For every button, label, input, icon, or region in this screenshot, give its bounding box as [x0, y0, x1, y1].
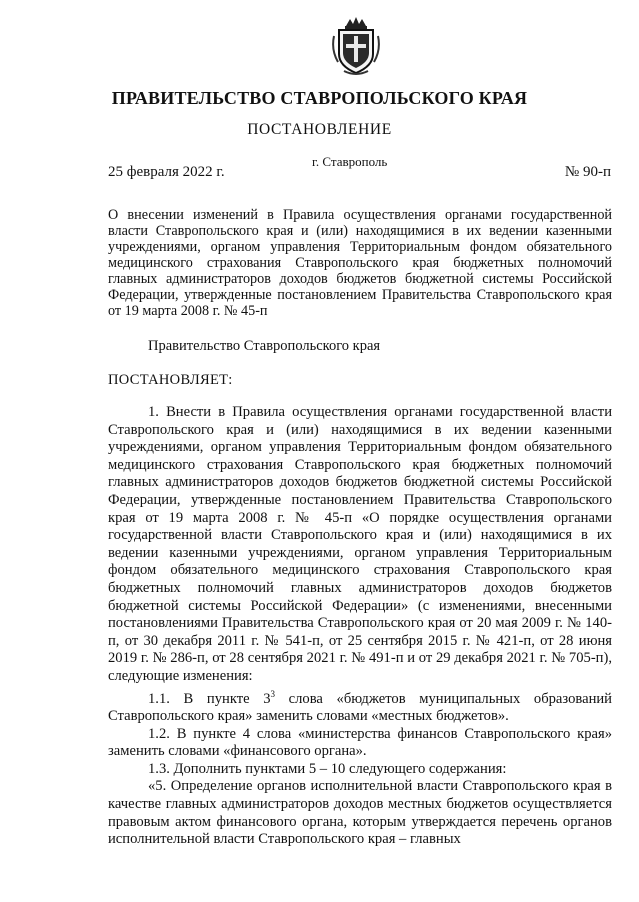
paragraph-1-3: 1.3. Дополнить пунктами 5 – 10 следующего содержания:	[148, 760, 507, 777]
document-title: О внесении изменений в Правила осуществления органами государственной власти Ставропольского края и (или) находящимися в их ведении казенными учреждениями, органом управления Территориальным фондом обязательного медицинского страхования Ставропольского края бюджетных полномочий главных администраторов доходов бюджетов бюджетной системы Российской Федерации, утвержденные постановлением Правительства Ставропольского края от 19 марта 2008 г. № 45-п	[108, 207, 612, 319]
document-body	[108, 404, 612, 849]
paragraph-1-1-superscript: 3	[270, 688, 276, 699]
paragraph-1-2: 1.2. В пункте 4 слова «министерства финансов Ставропольского края» заменить словами «финансового органа».	[108, 725, 612, 760]
paragraph-1-1-start: 1.1. В пункте 3	[148, 690, 271, 707]
paragraph-1-1	[108, 686, 612, 726]
stavropol-coat-of-arms-icon	[330, 16, 382, 76]
paragraph-5: «5. Определение органов исполнительной власти Ставропольского края в качестве главных администраторов доходов местных бюджетов осуществляется правовым актом финансового органа, которым утверждается перечень органов исполнительной власти Ставропольского края – главных	[108, 778, 612, 848]
document-number: № 90-п	[564, 164, 611, 180]
organization-title: ПРАВИТЕЛЬСТВО СТАВРОПОЛЬСКОГО КРАЯ	[111, 88, 528, 108]
paragraph-1: 1. Внести в Правила осуществления органами государственной власти Ставропольского края и (или) находящимися в их ведении казенными учреждениями, органом управления Территориальным фондом обязательного медицинского страхования Ставропольского края бюджетных полномочий главных администраторов доходов бюджетов бюджетной системы Российской Федерации, утвержденные постановлением Правительства Ставропольского края от 19 марта 2008 г. № 45-п «О порядке осуществления органами государственной власти Ставропольского края и (или) находящимися в их ведении казенными учреждениями, органом управления Территориальным фондом обязательного медицинского страхования Ставропольского края бюджетных полномочий главных администраторов доходов бюджетов бюджетной системы Российской Федерации» (с изменениями, внесенными постановлениями Правительства Ставропольского края от 20 мая 2009 г. № 140-п, от 30 декабря 2011 г. № 541-п, от 25 сентября 2015 г. № 421-п, от 28 июня 2019 г. № 286-п, от 28 сентября 2021 г. № 491-п и от 29 декабря 2021 г. № 705-п), следующие изменения:	[108, 404, 612, 684]
document-type: ПОСТАНОВЛЕНИЕ	[247, 121, 392, 138]
paragraph-1-1-end: слова «бюджетов муниципальных образований Ставропольского края» заменить словами «местных бюджетов».	[108, 690, 612, 724]
preamble-resolves: ПОСТАНОВЛЯЕТ:	[108, 372, 233, 388]
document-date: 25 февраля 2022 г.	[108, 164, 225, 180]
place-of-issue: г. Ставрополь	[312, 154, 388, 169]
preamble-government: Правительство Ставропольского края	[148, 338, 381, 354]
